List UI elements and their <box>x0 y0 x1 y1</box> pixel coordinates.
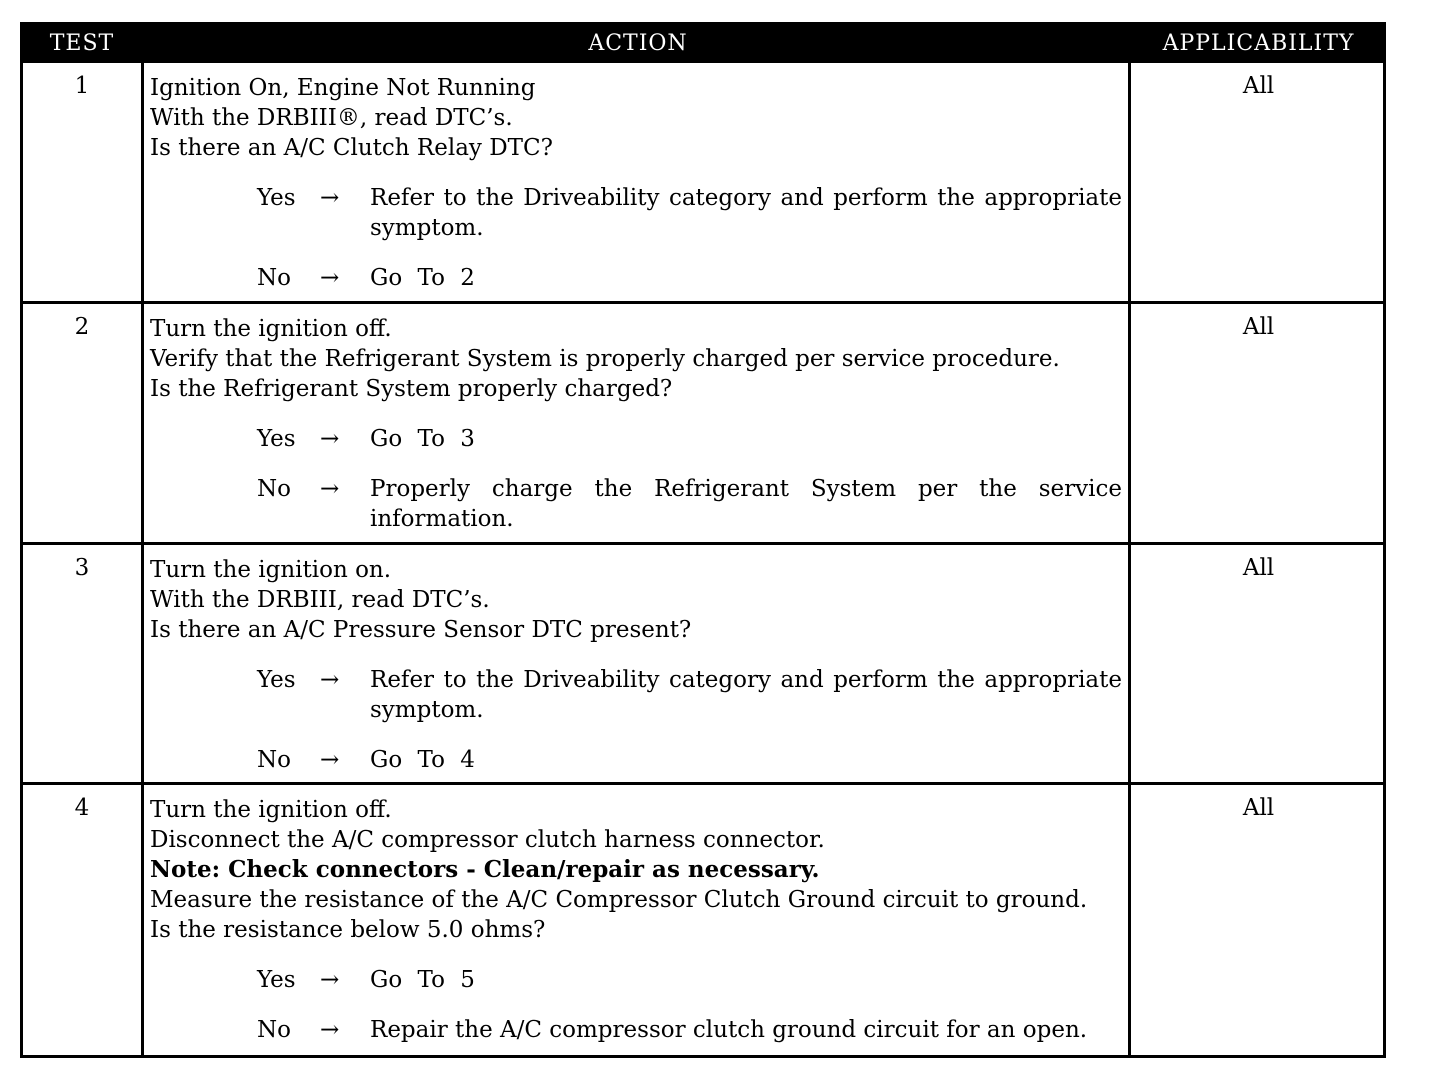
action-cell <box>150 555 1122 775</box>
action-line: Turn the ignition off. <box>150 316 392 342</box>
table-header <box>23 25 1383 63</box>
action-line: Measure the resistance of the A/C Compressor Clutch Ground circuit to ground. <box>150 887 1088 913</box>
arrow-icon: → <box>320 967 340 993</box>
test-number: 4 <box>74 795 90 821</box>
action-line: With the DRBIII®, read DTC’s. <box>150 105 513 131</box>
yes-answer <box>150 965 1122 995</box>
yes-answer <box>150 183 1122 243</box>
arrow-icon: → <box>320 426 340 452</box>
applicability-value: All <box>1242 555 1275 581</box>
yes-text: Go To 5 <box>370 967 475 993</box>
no-label: No <box>257 265 291 291</box>
header-applicability: APPLICABILITY <box>1162 31 1355 56</box>
arrow-icon: → <box>320 1017 340 1043</box>
action-cell <box>150 73 1122 293</box>
no-text: Go To 2 <box>370 265 475 291</box>
action-line: Is the resistance below 5.0 ohms? <box>150 917 546 943</box>
table-row <box>23 782 1383 1058</box>
note-line: Note: Check connectors - Clean/repair as necessary. <box>150 856 820 883</box>
no-label: No <box>257 1017 291 1043</box>
test-number: 3 <box>74 555 90 581</box>
no-text: Properly charge the Refrigerant System per the service information. <box>370 476 1122 532</box>
table-row <box>23 301 1383 542</box>
header-action: ACTION <box>588 31 688 56</box>
no-answer <box>150 1015 1122 1045</box>
header-test: TEST <box>49 31 115 56</box>
yes-label: Yes <box>257 667 296 693</box>
action-cell <box>150 795 1122 1045</box>
no-answer <box>150 474 1122 534</box>
yes-label: Yes <box>257 967 296 993</box>
arrow-icon: → <box>320 667 340 693</box>
action-line: Turn the ignition off. <box>150 797 392 823</box>
action-line: Disconnect the A/C compressor clutch harness connector. <box>150 827 825 853</box>
action-line: Is there an A/C Clutch Relay DTC? <box>150 135 553 161</box>
arrow-icon: → <box>320 476 340 502</box>
no-answer <box>150 745 1122 775</box>
arrow-icon: → <box>320 185 340 211</box>
yes-label: Yes <box>257 426 296 452</box>
arrow-icon: → <box>320 265 340 291</box>
yes-answer <box>150 424 1122 454</box>
action-line: Turn the ignition on. <box>150 557 392 583</box>
test-number: 2 <box>74 314 90 340</box>
action-line: With the DRBIII, read DTC’s. <box>150 587 490 613</box>
test-number: 1 <box>74 73 90 99</box>
table-row <box>23 542 1383 783</box>
yes-label: Yes <box>257 185 296 211</box>
no-text: Go To 4 <box>370 747 475 773</box>
table-row <box>23 63 1383 301</box>
applicability-value: All <box>1242 73 1275 99</box>
action-cell <box>150 314 1122 534</box>
applicability-value: All <box>1242 795 1275 821</box>
arrow-icon: → <box>320 747 340 773</box>
no-label: No <box>257 476 291 502</box>
yes-text: Refer to the Driveability category and perform the appropriate symptom. <box>370 667 1122 723</box>
action-line: Is the Refrigerant System properly charged? <box>150 376 673 402</box>
yes-answer <box>150 665 1122 725</box>
action-line: Verify that the Refrigerant System is properly charged per service procedure. <box>150 346 1060 372</box>
diagnostic-test-table <box>20 22 1386 1058</box>
no-answer <box>150 263 1122 293</box>
no-label: No <box>257 747 291 773</box>
yes-text: Refer to the Driveability category and perform the appropriate symptom. <box>370 185 1122 241</box>
applicability-value: All <box>1242 314 1275 340</box>
no-text: Repair the A/C compressor clutch ground circuit for an open. <box>370 1017 1088 1043</box>
yes-text: Go To 3 <box>370 426 475 452</box>
action-line: Ignition On, Engine Not Running <box>150 75 536 101</box>
action-line: Is there an A/C Pressure Sensor DTC present? <box>150 617 692 643</box>
